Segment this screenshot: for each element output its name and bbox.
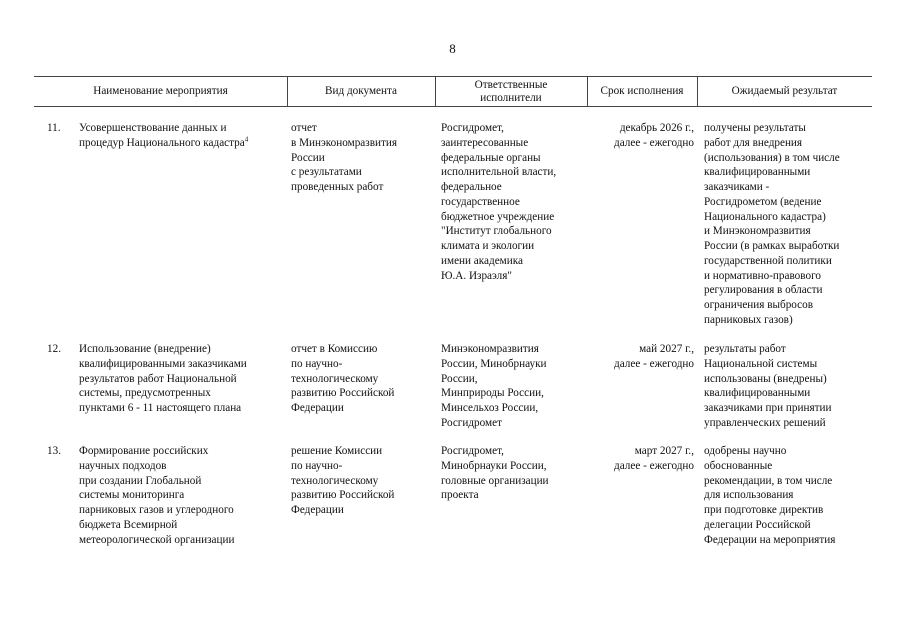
row-name-text: Усовершенствование данных и процедур Национального кадастра [79, 122, 245, 149]
header-deadline: Срок исполнения [600, 85, 684, 97]
row-result: результаты работ Национальной системы использованы (внедрены) квалифицированными заказчиками при принятии управленческих решений [704, 343, 832, 429]
page-number: 8 [449, 41, 456, 56]
row-number: 11. [47, 122, 61, 134]
footnote-marker: 4 [244, 135, 249, 144]
row-result: одобрены научно обоснованные рекомендации, в том числе для использования при подготовке директив делегации Российской Федерации на мероприятия [704, 445, 836, 546]
row-deadline: декабрь 2026 г., далее - ежегодно [614, 122, 694, 149]
row-doc-type: отчет в Минэкономразвития России с результатами проведенных работ [291, 122, 397, 193]
row-doc-type: отчет в Комиссию по научно- технологическому развитию Российской Федерации [291, 343, 395, 414]
row-deadline: май 2027 г., далее - ежегодно [614, 343, 694, 370]
row-name: Формирование российских научных подходов при создании Глобальной системы мониторинга парниковых газов и углеродного бюджета Всемирной метеорологической организации [79, 445, 235, 546]
row-responsible: Росгидромет, заинтересованные федеральные органы исполнительной власти, федеральное государственное бюджетное учреждение "Институт глобального климата и экологии имени академика Ю.А. Израэля" [441, 122, 557, 282]
row-deadline: март 2027 г., далее - ежегодно [614, 445, 694, 472]
header-responsible: Ответственные исполнители [474, 78, 548, 104]
header-result: Ожидаемый результат [731, 85, 838, 97]
row-doc-type: решение Комиссии по научно- технологическому развитию Российской Федерации [291, 445, 395, 516]
header-name: Наименование мероприятия [93, 85, 228, 97]
row-name: Использование (внедрение) квалифицированными заказчиками результатов работ Национальной системы, предусмотренных пунктами 6 - 11 настоящего плана [79, 343, 247, 414]
row-number: 13. [47, 445, 61, 457]
row-responsible: Росгидромет, Минобрнауки России, головные организации проекта [441, 445, 549, 502]
row-name [79, 121, 284, 151]
row-number: 12. [47, 343, 61, 355]
header-doc-type: Вид документа [325, 85, 397, 97]
row-responsible: Минэкономразвития России, Минобрнауки России, Минприроды России, Минсельхоз России, Росгидромет [441, 343, 547, 429]
row-result: получены результаты работ для внедрения (использования) в том числе квалифицированными заказчиками - Росгидрометом (ведение Национального кадастра) и Минэкономразвития России (в рамках выработки государственной политики и нормативно-правового регулирования в области ограничения выбросов парниковых газов) [704, 122, 840, 326]
